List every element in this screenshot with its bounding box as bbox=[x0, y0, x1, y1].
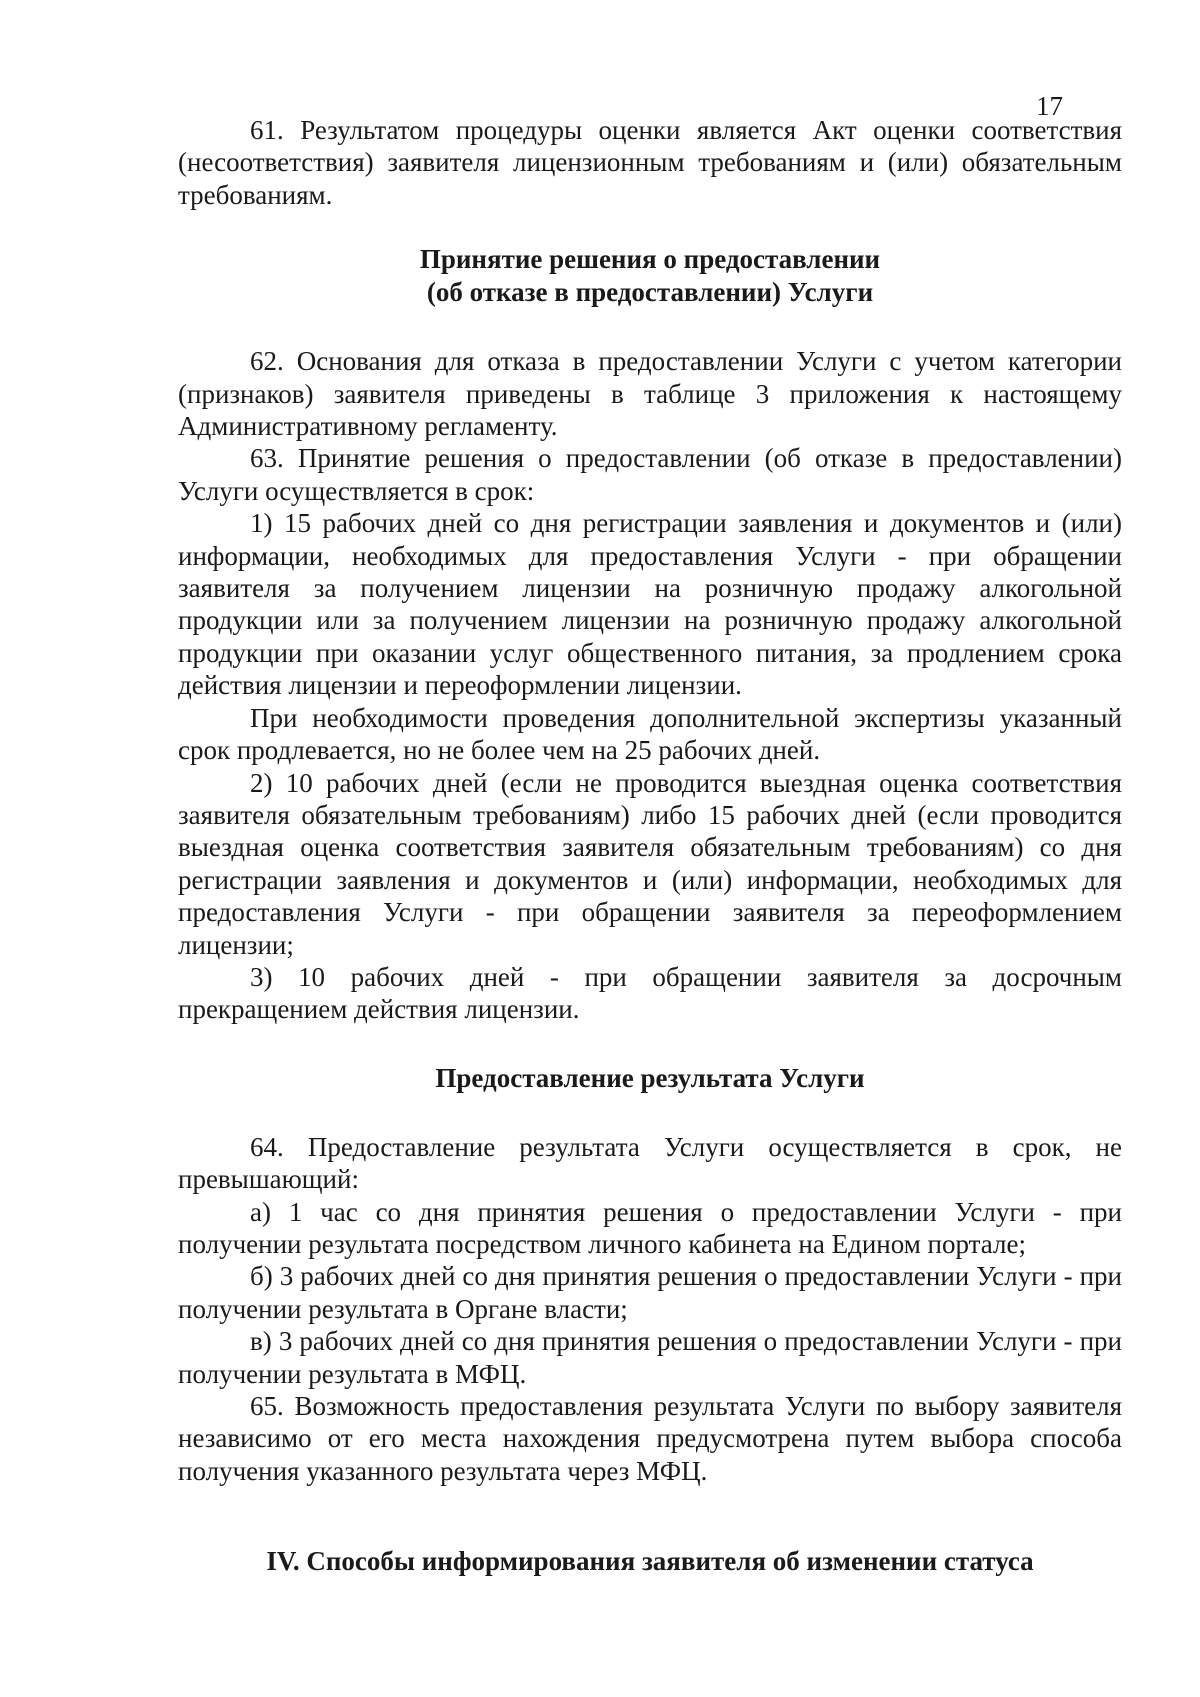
paragraph-63-item-1: 1) 15 рабочих дней со дня регистрации заявления и документов и (или) информации, необходимых для предоставления Услуги - при обращении заявителя за получением лицензии на розничную продажу алкогольной продукции или за получением лицензии на розничную продажу алкогольной продукции при оказании услуг общественного питания, за продлением срока действия лицензии и переоформлении лицензии. bbox=[178, 508, 1122, 701]
paragraph-61: 61. Результатом процедуры оценки является Акт оценки соответствия (несоответствия) заявителя лицензионным требованиям и (или) обязательным требованиям. bbox=[178, 115, 1122, 210]
heading-line: (об отказе в предоставлении) Услуги bbox=[426, 277, 874, 308]
section-heading-result bbox=[178, 1062, 1122, 1095]
chapter-heading-iv bbox=[178, 1545, 1122, 1578]
heading-line: Предоставление результата Услуги bbox=[435, 1062, 865, 1093]
paragraph-63-extension: При необходимости проведения дополнительной экспертизы указанный срок продлевается, но не более чем на 25 рабочих дней. bbox=[178, 702, 1122, 766]
paragraph-64-item-c: в) 3 рабочих дней со дня принятия решения о предоставлении Услуги - при получении результата в МФЦ. bbox=[178, 1326, 1122, 1389]
paragraph-65: 65. Возможность предоставления результата Услуги по выбору заявителя независимо от его места нахождения предусмотрена путем выбора способа получения указанного результата через МФЦ. bbox=[178, 1391, 1122, 1486]
paragraph-63-item-3: 3) 10 рабочих дней - при обращении заявителя за досрочным прекращением действия лицензии. bbox=[178, 961, 1122, 1025]
paragraph-64-item-b: б) 3 рабочих дней со дня принятия решения о предоставлении Услуги - при получении результата в Органе власти; bbox=[178, 1261, 1122, 1324]
heading-line: Принятие решения о предоставлении bbox=[419, 244, 881, 275]
page-number: 17 bbox=[1036, 91, 1063, 121]
paragraph-63-item-2: 2) 10 рабочих дней (если не проводится выездная оценка соответствия заявителя обязательным требованиям) либо 15 рабочих дней (если проводится выездная оценка соответствия заявителя обязательным требованиям) со дня регистрации заявления и документов и (или) информации, необходимых для предоставления Услуги - при обращении заявителя за переоформлением лицензии; bbox=[178, 767, 1122, 960]
paragraph-62: 62. Основания для отказа в предоставлении Услуги с учетом категории (признаков) заявителя приведены в таблице 3 приложения к настоящему Административному регламенту. bbox=[178, 346, 1122, 442]
paragraph-64: 64. Предоставление результата Услуги осуществляется в срок, не превышающий: bbox=[178, 1131, 1122, 1195]
document-body bbox=[178, 114, 1122, 1578]
paragraph-64-item-a: а) 1 час со дня принятия решения о предоставлении Услуги - при получении результата посредством личного кабинета на Едином портале; bbox=[178, 1196, 1122, 1259]
section-heading-decision bbox=[178, 243, 1122, 309]
paragraph-63: 63. Принятие решения о предоставлении (об отказе в предоставлении) Услуги осуществляется в срок: bbox=[178, 443, 1122, 506]
heading-line: IV. Способы информирования заявителя об изменении статуса bbox=[266, 1546, 1034, 1577]
